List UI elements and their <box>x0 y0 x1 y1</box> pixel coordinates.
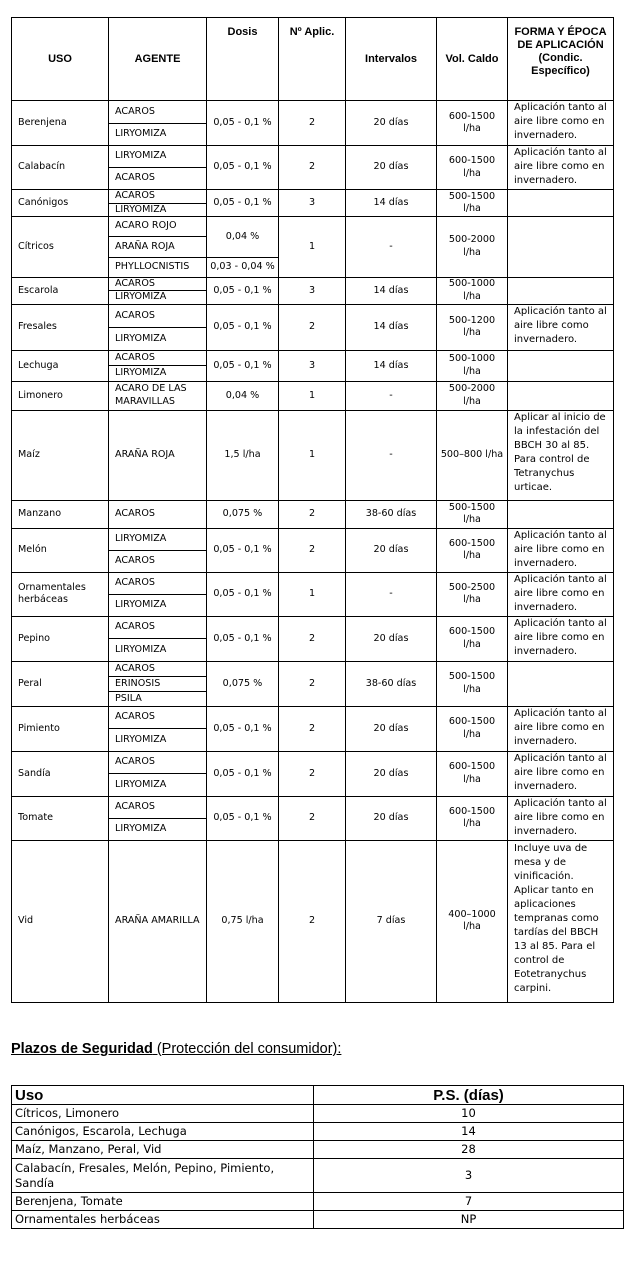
application-table <box>11 17 614 1003</box>
cell-aplic: 2 <box>279 528 346 572</box>
cell-vol-caldo: 500-2000 l/ha <box>437 381 508 410</box>
cell-vol-caldo: 500-2500 l/ha <box>437 572 508 616</box>
cell-dosis: 0,03 - 0,04 % <box>207 257 279 277</box>
cell-uso: Melón <box>12 528 109 572</box>
ps-cell-days: 3 <box>314 1159 624 1193</box>
cell-aplic: 2 <box>279 500 346 528</box>
ps-cell-days: NP <box>314 1211 624 1229</box>
cell-agente: ACAROS <box>109 350 207 366</box>
table-row <box>12 706 614 729</box>
cell-forma: Aplicar al inicio de la infestación del BBCH 30 al 85. Para control de Tetranychus urticae. <box>508 410 614 500</box>
cell-dosis: 0,05 - 0,1 % <box>207 304 279 350</box>
cell-intervalos: 20 días <box>346 751 437 796</box>
cell-forma: Aplicación tanto al aire libre como en invernadero. <box>508 101 614 146</box>
cell-agente: ACAROS <box>109 304 207 327</box>
cell-aplic: 2 <box>279 751 346 796</box>
header-aplic: Nº Aplic. <box>279 18 346 101</box>
table-row <box>12 572 614 594</box>
cell-aplic: 2 <box>279 616 346 661</box>
table-row <box>12 190 614 204</box>
cell-dosis: 0,05 - 0,1 % <box>207 277 279 304</box>
cell-agente: LIRYOMIZA <box>109 327 207 350</box>
section-title-rest: (Protección del consumidor): <box>152 1041 342 1057</box>
cell-dosis: 0,05 - 0,1 % <box>207 528 279 572</box>
cell-vol-caldo: 500-1000 l/ha <box>437 277 508 304</box>
cell-intervalos: 38-60 días <box>346 661 437 706</box>
cell-vol-caldo: 600-1500 l/ha <box>437 146 508 190</box>
cell-agente: LIRYOMIZA <box>109 366 207 382</box>
table-row <box>12 528 614 550</box>
cell-uso: Berenjena <box>12 101 109 146</box>
cell-vol-caldo: 600-1500 l/ha <box>437 706 508 751</box>
cell-dosis: 0,04 % <box>207 217 279 258</box>
cell-agente: PHYLLOCNISTIS <box>109 257 207 277</box>
cell-forma <box>508 381 614 410</box>
cell-aplic: 1 <box>279 572 346 616</box>
cell-intervalos: 14 días <box>346 304 437 350</box>
ps-cell-days: 28 <box>314 1141 624 1159</box>
cell-dosis: 0,075 % <box>207 661 279 706</box>
header-uso: USO <box>12 18 109 101</box>
cell-uso: Sandía <box>12 751 109 796</box>
cell-vol-caldo: 400–1000 l/ha <box>437 840 508 1002</box>
cell-agente: LIRYOMIZA <box>109 291 207 305</box>
table-row <box>12 616 614 639</box>
cell-agente: ACAROS <box>109 706 207 729</box>
ps-cell-uso: Berenjena, Tomate <box>12 1193 314 1211</box>
table-row <box>12 840 614 1002</box>
cell-agente: ACAROS <box>109 101 207 124</box>
cell-vol-caldo: 600-1500 l/ha <box>437 101 508 146</box>
cell-aplic: 2 <box>279 146 346 190</box>
cell-intervalos: 20 días <box>346 101 437 146</box>
table-row <box>12 796 614 818</box>
cell-dosis: 0,05 - 0,1 % <box>207 190 279 217</box>
cell-dosis: 0,05 - 0,1 % <box>207 101 279 146</box>
cell-agente: ARAÑA ROJA <box>109 410 207 500</box>
cell-agente: ACAROS <box>109 661 207 676</box>
cell-intervalos: 20 días <box>346 146 437 190</box>
cell-agente: ACAROS <box>109 277 207 291</box>
cell-vol-caldo: 500-1500 l/ha <box>437 661 508 706</box>
cell-forma: Aplicación tanto al aire libre como en invernadero. <box>508 616 614 661</box>
cell-dosis: 0,05 - 0,1 % <box>207 751 279 796</box>
cell-vol-caldo: 500-1200 l/ha <box>437 304 508 350</box>
cell-dosis: 0,05 - 0,1 % <box>207 796 279 840</box>
cell-aplic: 3 <box>279 277 346 304</box>
cell-agente: ACAROS <box>109 796 207 818</box>
cell-forma <box>508 190 614 217</box>
header-forma: FORMA Y ÉPOCA DE APLICACIÓN (Condic. Específico) <box>508 18 614 101</box>
cell-agente: ACAROS <box>109 500 207 528</box>
ps-table-row <box>12 1211 624 1229</box>
cell-uso: Vid <box>12 840 109 1002</box>
cell-intervalos: 20 días <box>346 796 437 840</box>
ps-table-row <box>12 1193 624 1211</box>
cell-forma <box>508 350 614 381</box>
header-row <box>12 18 614 101</box>
cell-dosis: 1,5 l/ha <box>207 410 279 500</box>
cell-aplic: 2 <box>279 796 346 840</box>
section-title <box>11 1041 341 1057</box>
table-row <box>12 381 614 410</box>
cell-agente: ARAÑA ROJA <box>109 237 207 257</box>
cell-uso: Pimiento <box>12 706 109 751</box>
cell-vol-caldo: 600-1500 l/ha <box>437 796 508 840</box>
cell-intervalos: - <box>346 410 437 500</box>
ps-table-row <box>12 1123 624 1141</box>
ps-header-days: P.S. (días) <box>314 1086 624 1105</box>
cell-aplic: 3 <box>279 350 346 381</box>
cell-vol-caldo: 500-1500 l/ha <box>437 190 508 217</box>
cell-forma <box>508 277 614 304</box>
cell-agente: ACAROS <box>109 550 207 572</box>
header-vol-caldo: Vol. Caldo <box>437 18 508 101</box>
table-body <box>12 101 614 1003</box>
cell-uso: Tomate <box>12 796 109 840</box>
cell-forma: Incluye uva de mesa y de vinificación. Aplicar tanto en aplicaciones tempranas como tardías del BBCH 13 al 85. Para el control de Eotetranychus carpini. <box>508 840 614 1002</box>
header-agente: AGENTE <box>109 18 207 101</box>
ps-header-uso: Uso <box>12 1086 314 1105</box>
ps-cell-uso: Calabacín, Fresales, Melón, Pepino, Pimiento, Sandía <box>12 1159 314 1193</box>
cell-dosis: 0,05 - 0,1 % <box>207 146 279 190</box>
cell-forma <box>508 500 614 528</box>
cell-vol-caldo: 600-1500 l/ha <box>437 751 508 796</box>
ps-cell-uso: Maíz, Manzano, Peral, Vid <box>12 1141 314 1159</box>
cell-agente: LIRYOMIZA <box>109 594 207 616</box>
table-row <box>12 146 614 168</box>
cell-agente: LIRYOMIZA <box>109 123 207 146</box>
cell-aplic: 2 <box>279 706 346 751</box>
cell-aplic: 1 <box>279 217 346 278</box>
cell-intervalos: 14 días <box>346 350 437 381</box>
cell-uso: Fresales <box>12 304 109 350</box>
ps-table-row <box>12 1141 624 1159</box>
cell-intervalos: 7 días <box>346 840 437 1002</box>
cell-intervalos: 20 días <box>346 528 437 572</box>
cell-dosis: 0,05 - 0,1 % <box>207 616 279 661</box>
cell-vol-caldo: 600-1500 l/ha <box>437 616 508 661</box>
cell-uso: Ornamentales herbáceas <box>12 572 109 616</box>
cell-agente: ACARO DE LAS MARAVILLAS <box>109 381 207 410</box>
cell-agente: LIRYOMIZA <box>109 203 207 217</box>
table-row <box>12 661 614 676</box>
cell-dosis: 0,75 l/ha <box>207 840 279 1002</box>
cell-agente: ERINOSIS <box>109 676 207 691</box>
cell-forma: Aplicación tanto al aire libre como invernadero. <box>508 304 614 350</box>
cell-uso: Peral <box>12 661 109 706</box>
ps-cell-uso: Cítricos, Limonero <box>12 1105 314 1123</box>
cell-uso: Maíz <box>12 410 109 500</box>
cell-intervalos: - <box>346 572 437 616</box>
table-row <box>12 350 614 366</box>
cell-uso: Manzano <box>12 500 109 528</box>
cell-forma: Aplicación tanto al aire libre como en invernadero. <box>508 706 614 751</box>
cell-agente: LIRYOMIZA <box>109 818 207 840</box>
cell-intervalos: - <box>346 381 437 410</box>
ps-header-row <box>12 1086 624 1105</box>
header-dosis: Dosis <box>207 18 279 101</box>
cell-dosis: 0,05 - 0,1 % <box>207 572 279 616</box>
ps-cell-uso: Canónigos, Escarola, Lechuga <box>12 1123 314 1141</box>
cell-forma: Aplicación tanto al aire libre como en invernadero. <box>508 572 614 616</box>
table-row <box>12 217 614 237</box>
ps-table-body <box>12 1105 624 1229</box>
cell-aplic: 1 <box>279 381 346 410</box>
cell-agente: ACARO ROJO <box>109 217 207 237</box>
cell-forma: Aplicación tanto al aire libre como en invernadero. <box>508 528 614 572</box>
cell-dosis: 0,075 % <box>207 500 279 528</box>
cell-forma <box>508 661 614 706</box>
cell-agente: LIRYOMIZA <box>109 774 207 797</box>
cell-aplic: 2 <box>279 304 346 350</box>
cell-vol-caldo: 500-1000 l/ha <box>437 350 508 381</box>
cell-uso: Canónigos <box>12 190 109 217</box>
table-row <box>12 410 614 500</box>
cell-dosis: 0,04 % <box>207 381 279 410</box>
cell-forma: Aplicación tanto al aire libre como en invernadero. <box>508 146 614 190</box>
cell-aplic: 3 <box>279 190 346 217</box>
ps-table-row <box>12 1159 624 1193</box>
cell-vol-caldo: 500-1500 l/ha <box>437 500 508 528</box>
ps-cell-uso: Ornamentales herbáceas <box>12 1211 314 1229</box>
cell-agente: LIRYOMIZA <box>109 146 207 168</box>
cell-vol-caldo: 600-1500 l/ha <box>437 528 508 572</box>
cell-agente: ACAROS <box>109 168 207 190</box>
cell-forma: Aplicación tanto al aire libre como en invernadero. <box>508 751 614 796</box>
ps-table-row <box>12 1105 624 1123</box>
cell-agente: ARAÑA AMARILLA <box>109 840 207 1002</box>
cell-agente: ACAROS <box>109 751 207 774</box>
table-row <box>12 101 614 124</box>
cell-dosis: 0,05 - 0,1 % <box>207 350 279 381</box>
cell-agente: PSILA <box>109 691 207 706</box>
cell-agente: ACAROS <box>109 616 207 639</box>
safety-period-table <box>11 1085 624 1229</box>
cell-vol-caldo: 500-2000 l/ha <box>437 217 508 278</box>
cell-uso: Limonero <box>12 381 109 410</box>
cell-agente: ACAROS <box>109 190 207 204</box>
cell-aplic: 2 <box>279 661 346 706</box>
ps-cell-days: 10 <box>314 1105 624 1123</box>
cell-intervalos: 20 días <box>346 616 437 661</box>
ps-cell-days: 14 <box>314 1123 624 1141</box>
cell-forma: Aplicación tanto al aire libre como en invernadero. <box>508 796 614 840</box>
header-intervalos: Intervalos <box>346 18 437 101</box>
cell-uso: Calabacín <box>12 146 109 190</box>
table-row <box>12 751 614 774</box>
cell-agente: ACAROS <box>109 572 207 594</box>
cell-agente: LIRYOMIZA <box>109 639 207 662</box>
cell-intervalos: 20 días <box>346 706 437 751</box>
cell-uso: Cítricos <box>12 217 109 278</box>
cell-dosis: 0,05 - 0,1 % <box>207 706 279 751</box>
cell-aplic: 1 <box>279 410 346 500</box>
cell-aplic: 2 <box>279 840 346 1002</box>
cell-uso: Lechuga <box>12 350 109 381</box>
table-row <box>12 277 614 291</box>
cell-intervalos: - <box>346 217 437 278</box>
section-title-bold: Plazos de Seguridad <box>11 1041 153 1057</box>
cell-intervalos: 14 días <box>346 277 437 304</box>
cell-intervalos: 38-60 días <box>346 500 437 528</box>
cell-agente: LIRYOMIZA <box>109 729 207 752</box>
cell-agente: LIRYOMIZA <box>109 528 207 550</box>
cell-aplic: 2 <box>279 101 346 146</box>
table-row <box>12 500 614 528</box>
cell-uso: Pepino <box>12 616 109 661</box>
cell-forma <box>508 217 614 278</box>
table-row <box>12 304 614 327</box>
cell-intervalos: 14 días <box>346 190 437 217</box>
cell-vol-caldo: 500–800 l/ha <box>437 410 508 500</box>
cell-uso: Escarola <box>12 277 109 304</box>
ps-cell-days: 7 <box>314 1193 624 1211</box>
